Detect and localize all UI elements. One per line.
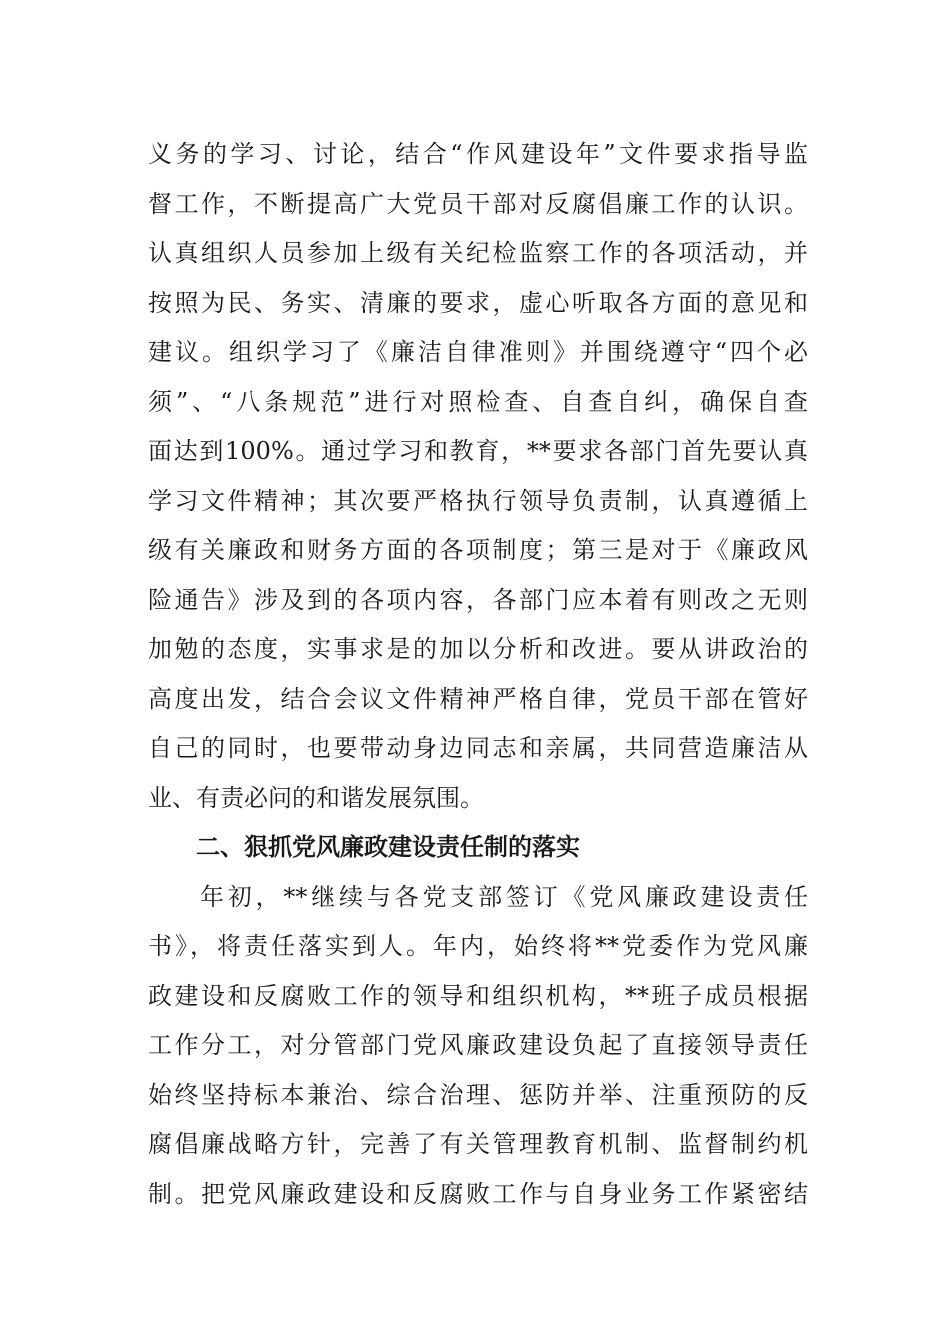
text-line: 面达到100%。通过学习和教育，**要求各部门首先要认真 <box>148 437 808 465</box>
text-line: 险通告》涉及到的各项内容，各部门应本着有则改之无则 <box>148 585 808 614</box>
text-line: 义务的学习、讨论，结合“作风建设年”文件要求指导监 <box>148 140 808 168</box>
text-line: 年初，**继续与各党支部签订《党风廉政建设责任 <box>200 882 808 911</box>
text-line: 业、有责必问的和谐发展氛围。 <box>148 783 484 812</box>
text-line: 政建设和反腐败工作的领导和组织机构，**班子成员根据 <box>148 981 808 1010</box>
text-line: 制。把党风廉政建设和反腐败工作与自身业务工作紧密结 <box>148 1179 808 1208</box>
text-line: 认真组织人员参加上级有关纪检监察工作的各项活动，并 <box>148 239 808 267</box>
text-line: 加勉的态度，实事求是的加以分析和改进。要从讲政治的 <box>148 635 808 663</box>
text-line: 工作分工，对分管部门党风廉政建设负起了直接领导责任 <box>148 1031 808 1059</box>
text-line: 须”、“八条规范”进行对照检查、自查自纠，确保自查 <box>148 387 808 416</box>
text-line: 级有关廉政和财务方面的各项制度；第三是对于《廉政风 <box>148 536 808 564</box>
text-line: 高度出发，结合会议文件精神严格自律，党员干部在管好 <box>148 684 808 713</box>
text-line: 学习文件精神；其次要严格执行领导负责制，认真遵循上 <box>148 486 808 515</box>
text-line: 建议。组织学习了《廉洁自律准则》并围绕遵守“四个必 <box>148 338 808 366</box>
text-line: 腐倡廉战略方针，完善了有关管理教育机制、监督制约机 <box>148 1130 808 1158</box>
text-line: 自己的同时，也要带动身边同志和亲属，共同营造廉洁从 <box>148 734 808 762</box>
section-heading: 二、狠抓党风廉政建设责任制的落实 <box>196 833 580 861</box>
body-text <box>148 130 808 1219</box>
text-line: 书》，将责任落实到人。年内，始终将**党委作为党风廉 <box>148 932 808 960</box>
text-line: 按照为民、务实、清廉的要求，虚心听取各方面的意见和 <box>148 288 808 317</box>
text-line: 始终坚持标本兼治、综合治理、惩防并举、注重预防的反 <box>148 1080 808 1109</box>
text-line: 督工作，不断提高广大党员干部对反腐倡廉工作的认识。 <box>148 189 808 218</box>
